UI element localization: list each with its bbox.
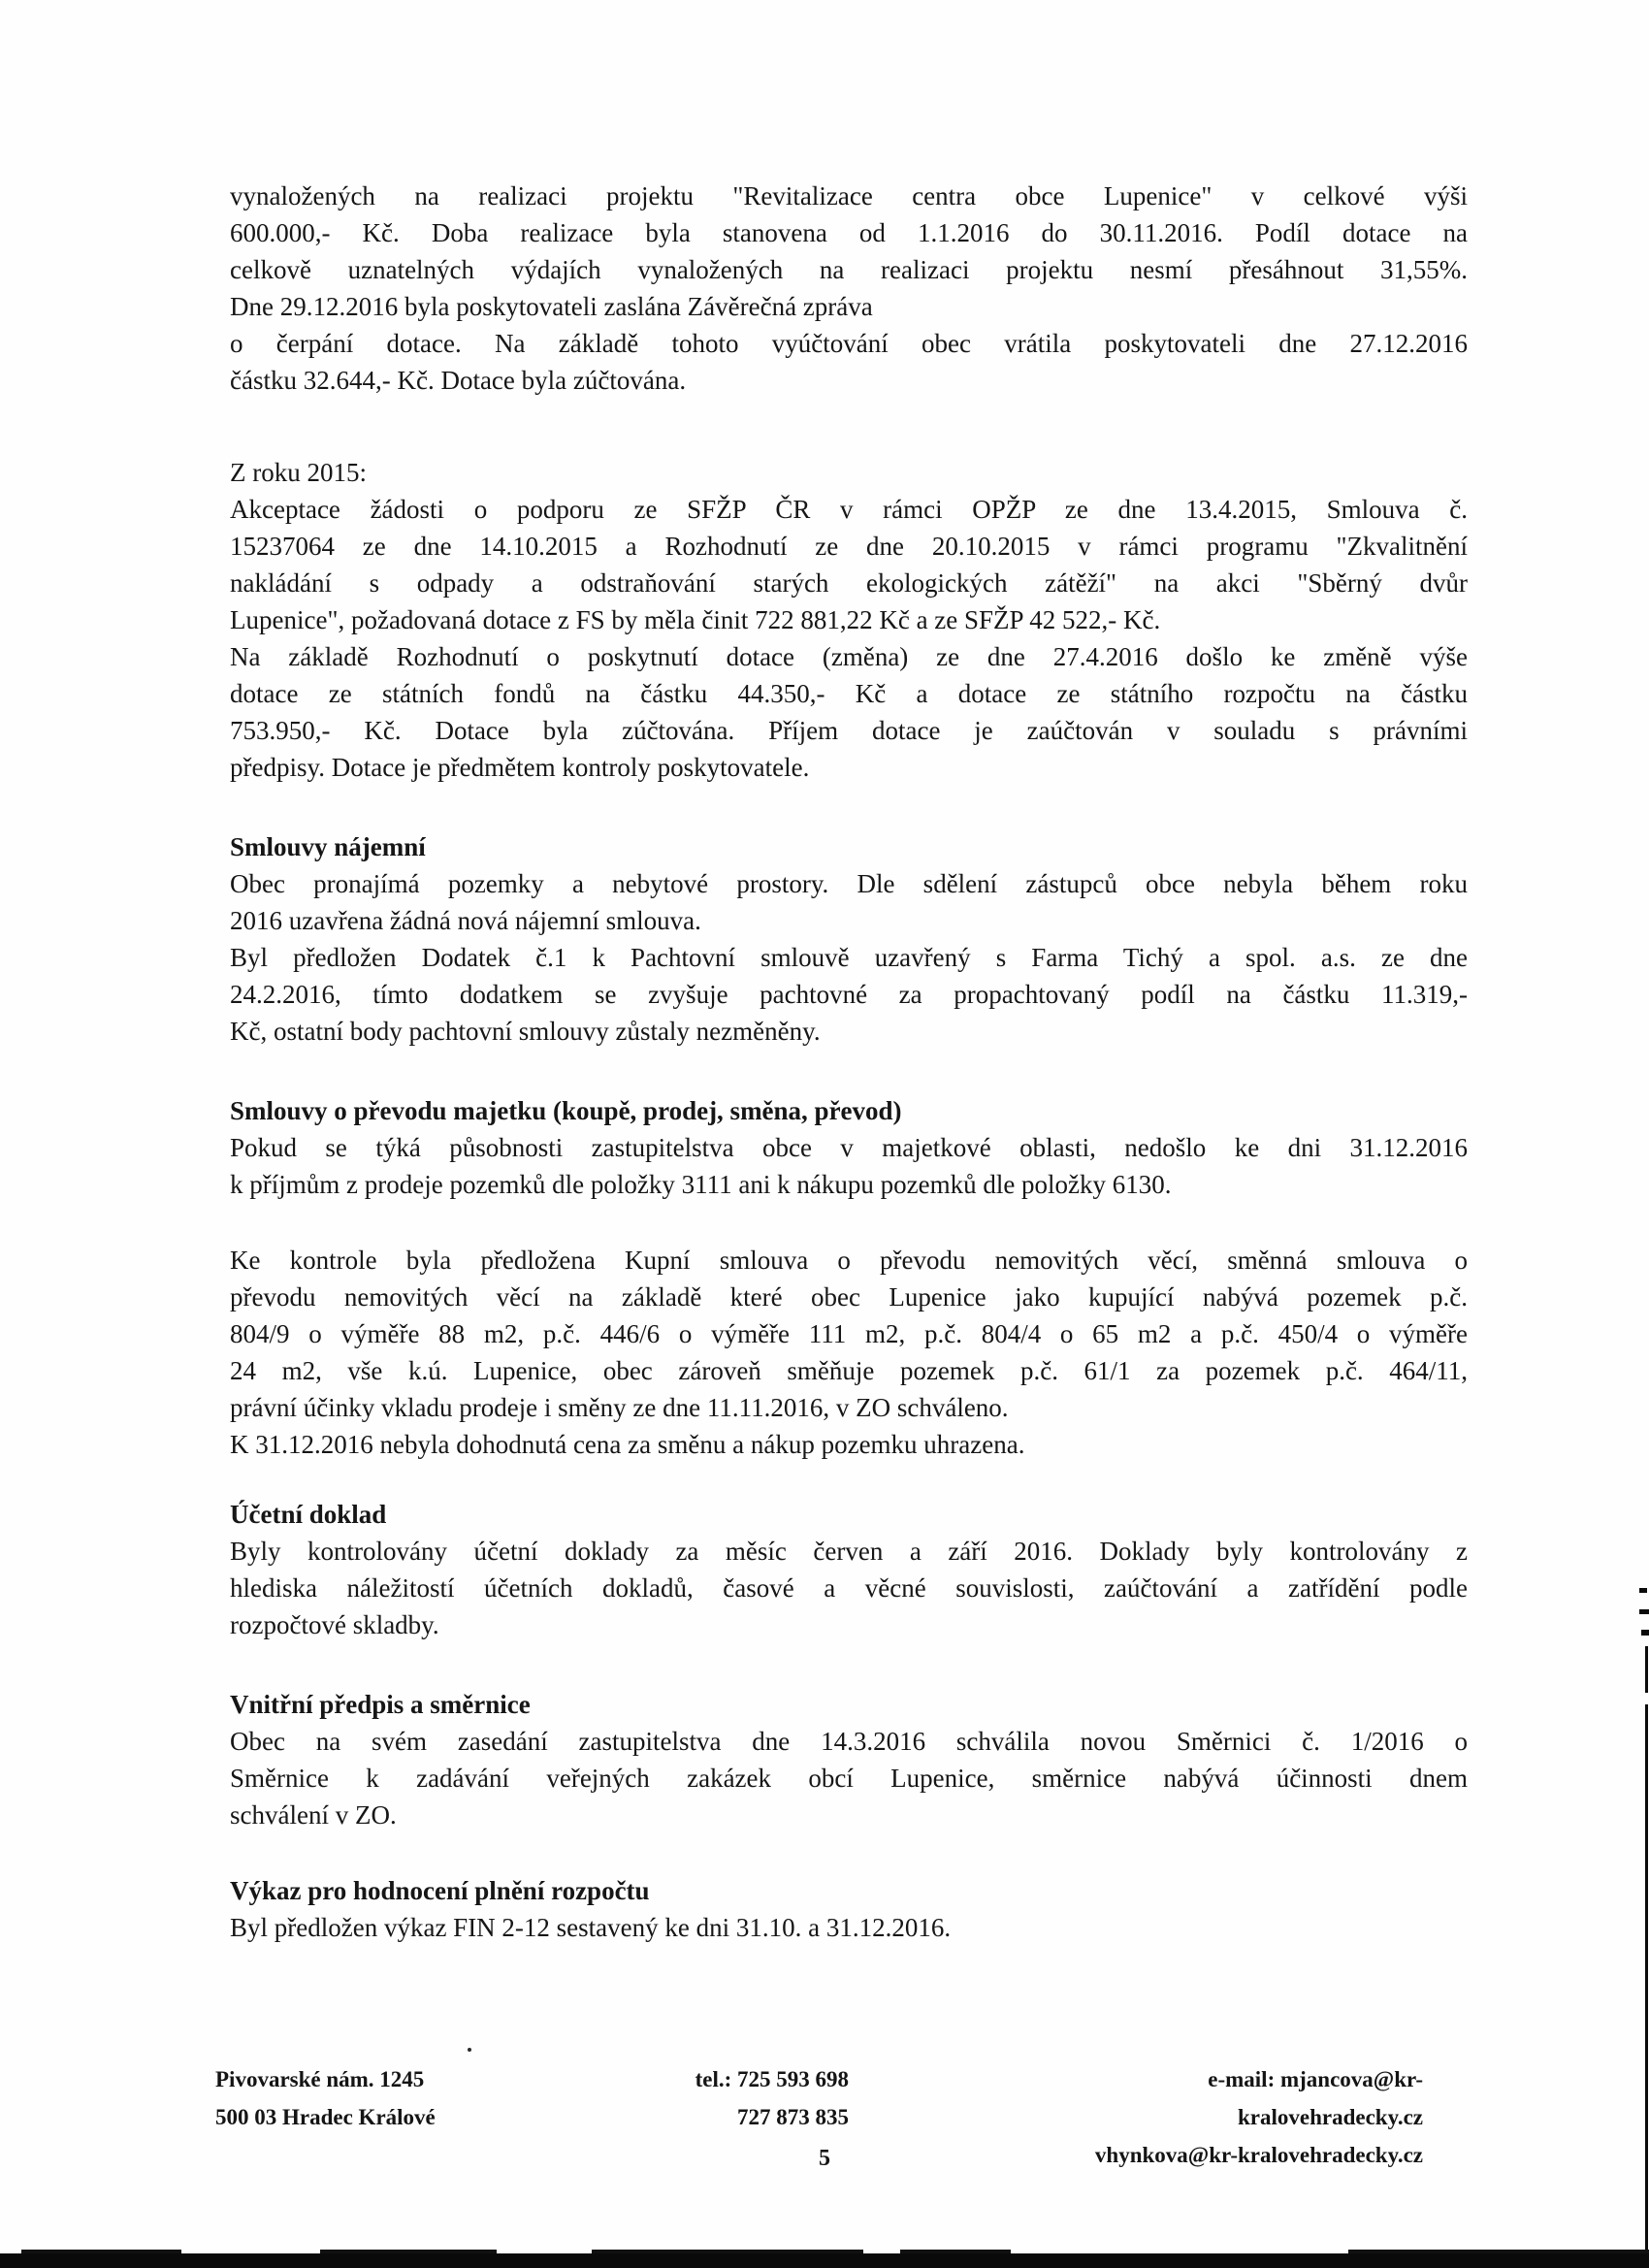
- paragraph-dotace-revitalizace: [230, 178, 1468, 325]
- text-line: 804/9 o výměře 88 m2, p.č. 446/6 o výměře 111 m2, p.č. 804/4 o 65 m2 a p.č. 450/4 o výměře: [230, 1319, 1468, 1348]
- text-line: schválení v ZO.: [230, 1800, 397, 1830]
- scan-artifact-dash: [1639, 1609, 1649, 1614]
- text-line: Byl předložen Dodatek č.1 k Pachtovní smlouvě uzavřený s Farma Tichý a spol. a.s. ze dne: [230, 943, 1468, 972]
- scan-artifact-band-edge: [1348, 2250, 1649, 2253]
- heading-text: Výkaz pro hodnocení plnění rozpočtu: [230, 1876, 650, 1905]
- text-line: 600.000,- Kč. Doba realizace byla stanovena od 1.1.2016 do 30.11.2016. Podíl dotace na: [230, 218, 1468, 247]
- scan-artifact-band-edge: [592, 2250, 863, 2253]
- paragraph-cerpani-dotace: [230, 325, 1468, 399]
- footer-address-line2: 500 03 Hradec Králové: [215, 2105, 436, 2129]
- text-line: dotace ze státních fondů na částku 44.350,- Kč a dotace ze státního rozpočtu na částku: [230, 679, 1468, 708]
- footer-email-line1: e-mail: mjancova@kr-kralovehradecky.cz: [1208, 2067, 1423, 2129]
- footer-phone-line2: 727 873 835: [737, 2105, 849, 2129]
- text-line: Ke kontrole byla předložena Kupní smlouva o převodu nemovitých věcí, směnná smlouva o: [230, 1246, 1468, 1275]
- text-line: K 31.12.2016 nebyla dohodnutá cena za směnu a nákup pozemku uhrazena.: [230, 1430, 1025, 1459]
- heading-smlouvy-o-prevodu-majetku: [230, 1092, 1468, 1129]
- paragraph-smernice-2016: [230, 1723, 1468, 1833]
- heading-text: Smlouvy nájemní: [230, 832, 426, 861]
- document-body: [230, 178, 1468, 1946]
- text-line: k příjmům z prodeje pozemků dle položky 3111 ani k nákupu pozemků dle položky 6130.: [230, 1170, 1172, 1199]
- heading-text: Vnitřní předpis a směrnice: [230, 1690, 531, 1719]
- text-line: předpisy. Dotace je předmětem kontroly poskytovatele.: [230, 753, 810, 782]
- paragraph-pronajem: [230, 865, 1468, 939]
- scan-artifact-dash: [1641, 1630, 1649, 1636]
- text-line: Obec pronajímá pozemky a nebytové prostory. Dle sdělení zástupců obce nebyla během roku: [230, 869, 1468, 898]
- footer-phone: [621, 2060, 849, 2136]
- text-line: Z roku 2015:: [230, 458, 367, 487]
- scan-artifact-bottom-band: [0, 2253, 1649, 2268]
- paragraph-cena-za-smenu: [230, 1426, 1468, 1463]
- scan-artifact-band-edge: [21, 2250, 181, 2253]
- heading-smlouvy-najemni: [230, 828, 1468, 865]
- text-line: o čerpání dotace. Na základě tohoto vyúčtování obec vrátila poskytovateli dne 27.12.2016: [230, 329, 1468, 358]
- text-line: vynaložených na realizaci projektu "Revitalizace centra obce Lupenice" v celkové výši: [230, 181, 1468, 211]
- paragraph-akceptace-zadosti: [230, 491, 1468, 638]
- scan-artifact-dash: [1639, 1588, 1647, 1593]
- text-line: 753.950,- Kč. Dotace byla zúčtována. Příjem dotace je zaúčtován v souladu s právními: [230, 716, 1468, 745]
- text-line: rozpočtové skladby.: [230, 1610, 439, 1639]
- paragraph-dodatek-pachtovni: [230, 939, 1468, 1050]
- footer-address: [215, 2060, 436, 2136]
- page-number: 5: [819, 2146, 830, 2171]
- text-line: 15237064 ze dne 14.10.2015 a Rozhodnutí ze dne 20.10.2015 v rámci programu "Zkvalitnění: [230, 532, 1468, 561]
- heading-vnitrni-predpis-a-smernice: [230, 1686, 1468, 1723]
- footer-email-line2: vhynkova@kr-kralovehradecky.cz: [1094, 2143, 1423, 2167]
- heading-text: Účetní doklad: [230, 1500, 387, 1529]
- paragraph-kontrola-dokladu: [230, 1533, 1468, 1643]
- paragraph-rozhodnuti-zmena: [230, 638, 1468, 786]
- text-line: Směrnice k zadávání veřejných zakázek obcí Lupenice, směrnice nabývá účinnosti dnem: [230, 1764, 1468, 1793]
- footer-phone-line1: tel.: 725 593 698: [695, 2067, 849, 2091]
- paragraph-z-roku-2015: [230, 454, 1468, 491]
- text-line: Kč, ostatní body pachtovní smlouvy zůstaly nezměněny.: [230, 1017, 821, 1046]
- heading-text: Smlouvy o převodu majetku (koupě, prodej, směna, převod): [230, 1096, 902, 1125]
- scan-artifact-band-edge: [900, 2250, 1011, 2253]
- text-line: převodu nemovitých věcí na základě které obec Lupenice jako kupující nabývá pozemek p.č.: [230, 1282, 1468, 1312]
- paragraph-kupni-smlouva: [230, 1242, 1468, 1426]
- scan-artifact-right-line: [1645, 1704, 1648, 2268]
- text-line: nakládání s odpady a odstraňování starých ekologických zátěží" na akci "Sběrný dvůr: [230, 568, 1468, 598]
- text-line: Pokud se týká působnosti zastupitelstva obce v majetkové oblasti, nedošlo ke dni 31.12.2016: [230, 1133, 1468, 1162]
- paragraph-vykaz-fin: [230, 1909, 1468, 1946]
- scan-artifact-dot: [468, 2048, 471, 2052]
- text-line: Obec na svém zasedání zastupitelstva dne 14.3.2016 schválila novou Směrnici č. 1/2016 o: [230, 1727, 1468, 1756]
- scan-artifact-band-edge: [320, 2250, 497, 2253]
- text-line: Akceptace žádosti o podporu ze SFŽP ČR v rámci OPŽP ze dne 13.4.2015, Smlouva č.: [230, 495, 1468, 524]
- text-line: Byly kontrolovány účetní doklady za měsíc červen a září 2016. Doklady byly kontrolovány z: [230, 1537, 1468, 1566]
- text-line: celkově uznatelných výdajích vynaložených na realizaci projektu nesmí přesáhnout 31,55%.: [230, 255, 1468, 284]
- text-line: částku 32.644,- Kč. Dotace byla zúčtována.: [230, 366, 687, 395]
- text-line: Dne 29.12.2016 byla poskytovateli zaslána Závěrečná zpráva: [230, 292, 873, 321]
- text-line: Byl předložen výkaz FIN 2-12 sestavený ke dni 31.10. a 31.12.2016.: [230, 1913, 952, 1942]
- paragraph-pusobnost-zastupitelstva: [230, 1129, 1468, 1203]
- heading-ucetni-doklad: [230, 1496, 1468, 1533]
- text-line: Lupenice", požadovaná dotace z FS by měla činit 722 881,22 Kč a ze SFŽP 42 522,- Kč.: [230, 605, 1161, 634]
- text-line: Na základě Rozhodnutí o poskytnutí dotace (změna) ze dne 27.4.2016 došlo ke změně výše: [230, 642, 1468, 671]
- text-line: 24 m2, vše k.ú. Lupenice, obec zároveň směňuje pozemek p.č. 61/1 za pozemek p.č. 464/11,: [230, 1356, 1468, 1385]
- text-line: 24.2.2016, tímto dodatkem se zvyšuje pachtovné za propachtovaný podíl na částku 11.319,-: [230, 980, 1468, 1009]
- text-line: hlediska náležitostí účetních dokladů, časové a věcné souvislosti, zaúčtování a zatřídění podle: [230, 1573, 1468, 1603]
- scan-artifact-right-line: [1645, 1646, 1648, 1693]
- footer-address-line1: Pivovarské nám. 1245: [215, 2067, 425, 2091]
- heading-vykaz-pro-hodnoceni-plneni-rozpoctu: [230, 1872, 1468, 1909]
- text-line: právní účinky vkladu prodeje i směny ze dne 11.11.2016, v ZO schváleno.: [230, 1393, 1009, 1422]
- text-line: 2016 uzavřena žádná nová nájemní smlouva.: [230, 906, 701, 935]
